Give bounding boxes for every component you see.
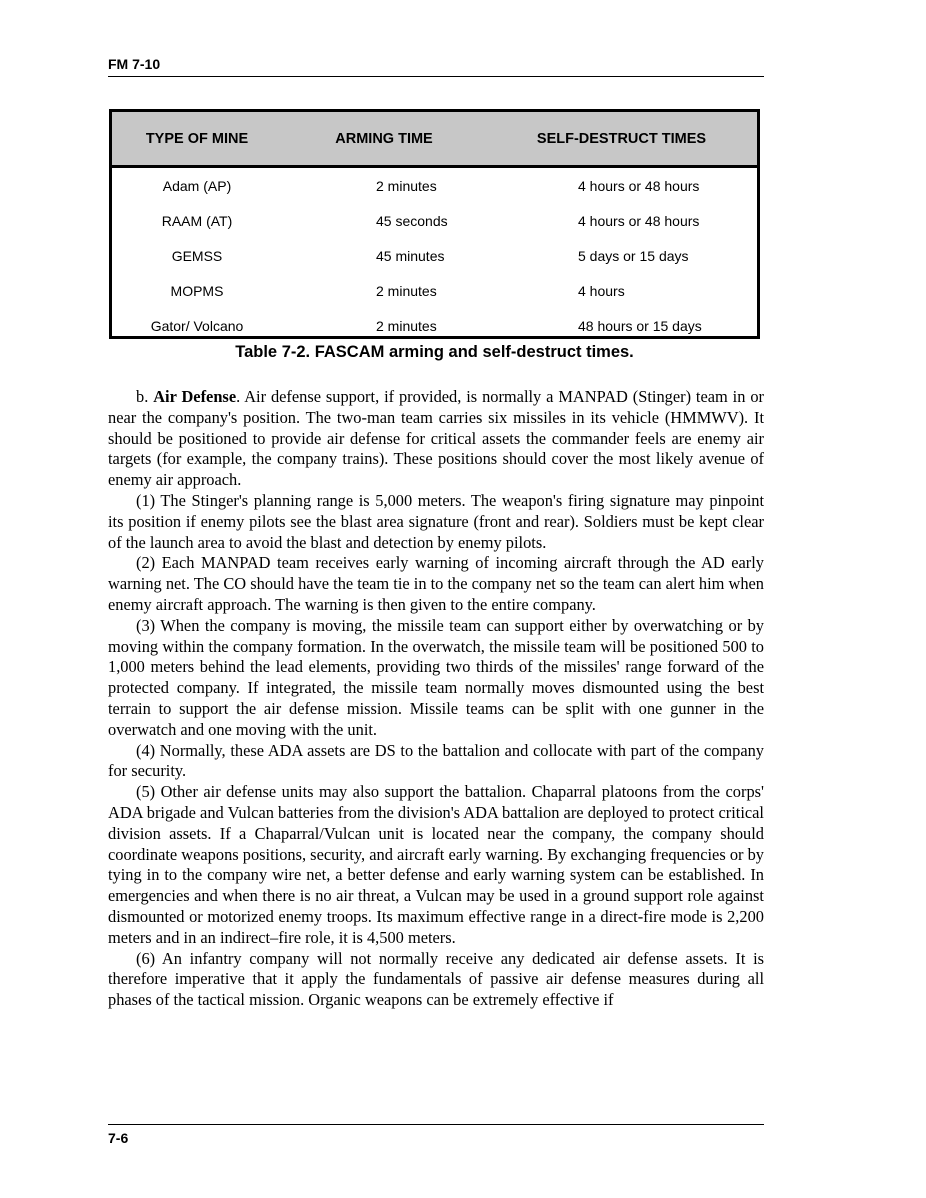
table-row <box>112 167 757 204</box>
table-cell: RAAM (AT) <box>161 212 233 229</box>
paragraph-b <box>108 387 764 491</box>
table-cell: MOPMS <box>170 282 224 299</box>
table-row <box>112 238 757 273</box>
paragraph-prefix: b. <box>136 387 154 406</box>
table-caption: Table 7-2. FASCAM arming and self-destruct times. <box>235 343 634 361</box>
page-header <box>108 56 764 77</box>
section-heading: Air Defense <box>153 387 237 406</box>
table-cell: GEMSS <box>171 247 223 264</box>
column-header-self-destruct: SELF-DESTRUCT TIMES <box>486 112 757 167</box>
table-cell: 4 hours or 48 hours <box>578 212 700 229</box>
column-header-arming: ARMING TIME <box>282 112 486 167</box>
paragraph-text: . Air defense support, if provided, is normally a MANPAD (Stinger) team in or near the company's position. The two-man team carries six missiles in its vehicle (HMMWV). It should be positioned to provide air defense for critical assets the commander feels are enemy air targets (for example, the company trains). These positions should cover the most likely avenue of enemy air approach. <box>108 387 764 490</box>
paragraph-2: (2) Each MANPAD team receives early warning of incoming aircraft through the AD early warning net. The CO should have the team tie in to the company net so the team can alert him when enemy aircraft approach. The warning is then given to the entire company. <box>108 553 764 614</box>
table-row <box>112 308 757 343</box>
table-cell: 45 seconds <box>376 212 448 229</box>
table-cell: 48 hours or 15 days <box>578 317 702 334</box>
table-cell: 5 days or 15 days <box>578 247 689 264</box>
paragraph-6: (6) An infantry company will not normally receive any dedicated air defense assets. It is therefore imperative that it apply the fundamentals of passive air defense measures during all phases of the tactical mission. Organic weapons can be extremely effective if <box>108 948 764 1010</box>
page-footer <box>108 1124 764 1146</box>
table-cell: 45 minutes <box>376 247 445 264</box>
document-title: FM 7-10 <box>108 56 161 72</box>
page-number: 7-6 <box>108 1130 129 1146</box>
table-cell: 4 hours <box>578 282 625 299</box>
paragraph-5: (5) Other air defense units may also support the battalion. Chaparral platoons from the corps' ADA brigade and Vulcan batteries from the division's ADA battalion are deployed to protect critical division assets. If a Chaparral/Vulcan unit is located near the company, the company should coordinate weapons positions, security, and aircraft early warning. By exchanging frequencies or by tying in to the company wire net, a better defense and early warning system can be established. In emergencies and when there is no air threat, a Vulcan may be used in a ground support role against dismounted or motorized enemy troops. Its maximum effective range in a direct-fire mode is 2,200 meters and in an indirect–fire role, it is 4,500 meters. <box>108 782 764 947</box>
table-cell: 2 minutes <box>376 317 437 334</box>
table-cell: 2 minutes <box>376 177 437 194</box>
paragraph-4: (4) Normally, these ADA assets are DS to the battalion and collocate with part of the company for security. <box>108 740 764 781</box>
column-header-type: TYPE OF MINE <box>112 112 282 167</box>
table-cell: 2 minutes <box>376 282 437 299</box>
paragraph-3: (3) When the company is moving, the missile team can support either by overwatching or by moving within the company formation. In the overwatch, the missile team will be positioned 500 to 1,000 meters behind the lead elements, providing two thirds of the missiles' range forward of the protected company. If integrated, the missile team normally moves dismounted using the best terrain to support the air defense mission. Missile teams can be split with one gunner in the overwatch and one moving with the unit. <box>108 615 764 739</box>
table-header-row <box>112 112 757 167</box>
body-text <box>108 387 764 1011</box>
table-cell: 4 hours or 48 hours <box>578 177 700 194</box>
paragraph-1: (1) The Stinger's planning range is 5,000 meters. The weapon's firing signature may pinpoint its position if enemy pilots see the blast area signature (front and rear). Soldiers must be kept clear of the launch area to avoid the blast and detection by enemy pilots. <box>108 490 764 552</box>
table-row <box>112 203 757 238</box>
table-cell: Adam (AP) <box>162 177 232 194</box>
table-cell: Gator/ Volcano <box>150 317 244 334</box>
fascam-table <box>109 109 760 339</box>
table-row <box>112 273 757 308</box>
